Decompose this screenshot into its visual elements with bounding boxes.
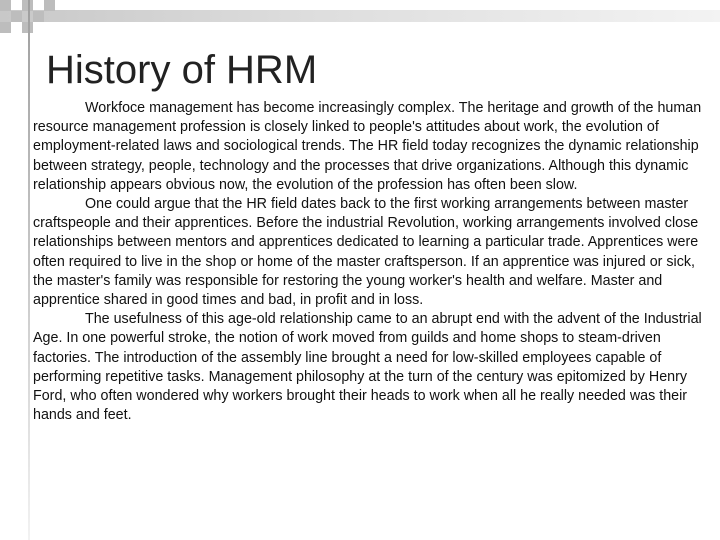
header-gradient-strip [0, 10, 720, 22]
header-decoration [0, 0, 720, 32]
checker-square [0, 0, 11, 11]
checker-square [44, 0, 55, 11]
checker-square [11, 11, 22, 22]
paragraph-1: Workfoce management has become increasingly complex. The heritage and growth of the human resource management profession is closely linked to people's attitudes about work, the evolution of employment-related laws and sociological trends. The HR field today recognizes the dynamic relationship between strategy, people, technology and the processes that drive organizations. Although this dynamic relationship appears obvious now, the evolution of the profession has often been slow. [33, 100, 702, 193]
slide-title: History of HRM [46, 48, 318, 92]
slide-body [33, 99, 715, 425]
checker-square [33, 11, 44, 22]
paragraph-2: One could argue that the HR field dates back to the first working arrangements between master craftspeople and their apprentices. Before the industrial Revolution, working arrangements involved close relationships between mentors and apprentices dedicated to learning a particular trade. Apprentices were often required to live in the shop or home of the master craftsperson. If an apprentice was injured or sick, the master's family was responsible for restoring the young worker's health and welfare. Master and apprentice shared in good times and bad, in profit and in loss. [33, 196, 699, 309]
paragraph-3: The usefulness of this age-old relationship came to an abrupt end with the advent of the Industrial Age. In one powerful stroke, the notion of work moved from guilds and home shops to steam-driven factories. The introduction of the assembly line brought a need for low-skilled employees capable of performing repetitive tasks. Management philosophy at the turn of the century was epitomized by Henry Ford, who often wondered why workers brought their heads to work when all he really needed was their hands and feet. [33, 311, 702, 424]
vertical-divider-line [28, 0, 30, 540]
checker-square [0, 22, 11, 33]
